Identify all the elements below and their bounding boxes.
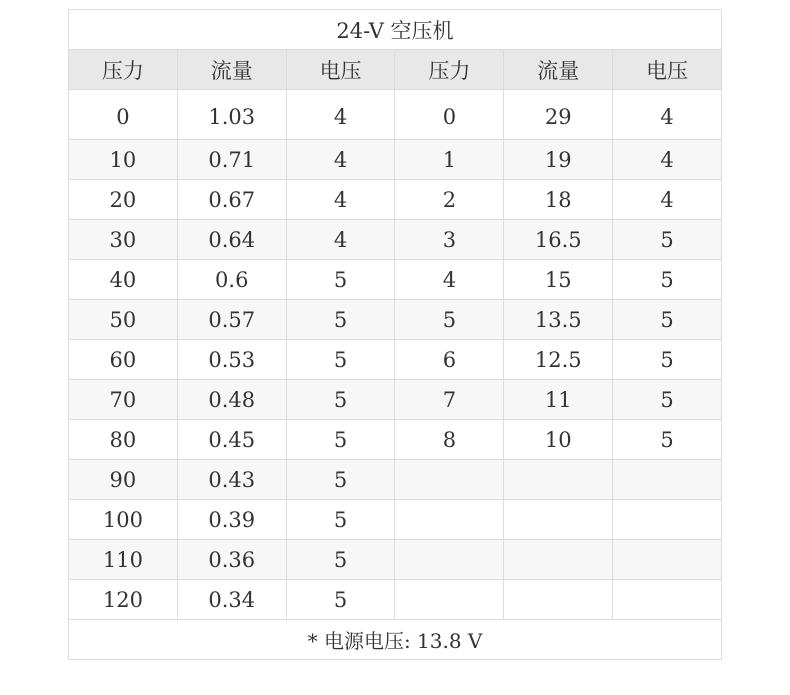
table-cell: 80 — [69, 420, 178, 460]
table-cell — [395, 500, 504, 540]
table-cell: 0.6 — [177, 260, 286, 300]
table-cell: 110 — [69, 540, 178, 580]
table-cell: 18 — [504, 180, 613, 220]
table-cell: 5 — [286, 260, 395, 300]
table-cell: 5 — [286, 340, 395, 380]
table-cell: 19 — [504, 140, 613, 180]
table-cell: 29 — [504, 90, 613, 140]
table-cell: 20 — [69, 180, 178, 220]
table-cell: 4 — [286, 220, 395, 260]
table-title-row — [69, 10, 722, 50]
table-cell: 10 — [504, 420, 613, 460]
table-cell: 0.39 — [177, 500, 286, 540]
table-cell: 8 — [395, 420, 504, 460]
table-row — [69, 90, 722, 140]
table-cell: 2 — [395, 180, 504, 220]
table-row — [69, 460, 722, 500]
table-cell: 5 — [286, 380, 395, 420]
header-pressure-1: 压力 — [69, 50, 178, 90]
table-row — [69, 140, 722, 180]
table-cell — [504, 580, 613, 620]
table-row — [69, 220, 722, 260]
table-cell: 4 — [613, 180, 722, 220]
table-cell: 60 — [69, 340, 178, 380]
table-cell: 5 — [286, 460, 395, 500]
header-flow-2: 流量 — [504, 50, 613, 90]
table-row — [69, 580, 722, 620]
table-cell — [613, 500, 722, 540]
table-cell: 120 — [69, 580, 178, 620]
table-cell — [504, 540, 613, 580]
header-voltage-1: 电压 — [286, 50, 395, 90]
table-cell: 0.67 — [177, 180, 286, 220]
table-cell: 12.5 — [504, 340, 613, 380]
table-cell: 5 — [613, 260, 722, 300]
data-table-container — [68, 9, 722, 660]
table-cell: 70 — [69, 380, 178, 420]
table-cell: 1 — [395, 140, 504, 180]
table-cell: 0.36 — [177, 540, 286, 580]
header-pressure-2: 压力 — [395, 50, 504, 90]
table-cell — [395, 580, 504, 620]
table-cell: 13.5 — [504, 300, 613, 340]
header-voltage-2: 电压 — [613, 50, 722, 90]
table-cell: 0 — [395, 90, 504, 140]
table-cell: 16.5 — [504, 220, 613, 260]
table-cell: 4 — [286, 180, 395, 220]
table-cell: 4 — [613, 140, 722, 180]
table-cell: 0.43 — [177, 460, 286, 500]
table-cell: 5 — [613, 380, 722, 420]
table-title: 24-V 空压机 — [69, 10, 722, 50]
table-row — [69, 420, 722, 460]
table-cell: 5 — [286, 540, 395, 580]
table-row — [69, 500, 722, 540]
table-row — [69, 260, 722, 300]
table-cell: 0.34 — [177, 580, 286, 620]
table-row — [69, 540, 722, 580]
table-cell: 5 — [613, 220, 722, 260]
table-cell — [395, 460, 504, 500]
table-cell: 5 — [395, 300, 504, 340]
table-cell: 4 — [286, 90, 395, 140]
table-cell: 30 — [69, 220, 178, 260]
table-cell: 90 — [69, 460, 178, 500]
table-cell: 15 — [504, 260, 613, 300]
table-cell: 5 — [613, 340, 722, 380]
table-cell: 0.64 — [177, 220, 286, 260]
table-row — [69, 380, 722, 420]
table-row — [69, 340, 722, 380]
supply-voltage-note: * 电源电压: 13.8 V — [69, 620, 722, 660]
table-cell: 100 — [69, 500, 178, 540]
table-cell — [613, 540, 722, 580]
table-cell: 0.48 — [177, 380, 286, 420]
table-cell: 3 — [395, 220, 504, 260]
table-cell — [613, 460, 722, 500]
table-cell: 40 — [69, 260, 178, 300]
table-cell: 4 — [395, 260, 504, 300]
compressor-data-table — [68, 9, 722, 660]
table-cell — [395, 540, 504, 580]
table-cell: 5 — [613, 420, 722, 460]
table-cell: 4 — [286, 140, 395, 180]
table-cell — [504, 460, 613, 500]
table-cell: 5 — [613, 300, 722, 340]
table-cell: 5 — [286, 500, 395, 540]
table-cell: 11 — [504, 380, 613, 420]
table-cell — [504, 500, 613, 540]
table-cell: 5 — [286, 300, 395, 340]
table-cell: 0.53 — [177, 340, 286, 380]
table-cell: 0.57 — [177, 300, 286, 340]
table-cell: 5 — [286, 580, 395, 620]
table-cell: 0 — [69, 90, 178, 140]
table-cell: 0.71 — [177, 140, 286, 180]
table-cell: 0.45 — [177, 420, 286, 460]
table-row — [69, 300, 722, 340]
table-cell: 6 — [395, 340, 504, 380]
table-cell: 50 — [69, 300, 178, 340]
table-cell: 4 — [613, 90, 722, 140]
table-cell: 10 — [69, 140, 178, 180]
header-flow-1: 流量 — [177, 50, 286, 90]
table-row — [69, 180, 722, 220]
table-body — [69, 90, 722, 620]
table-cell: 5 — [286, 420, 395, 460]
table-cell: 7 — [395, 380, 504, 420]
table-cell: 1.03 — [177, 90, 286, 140]
table-header-row — [69, 50, 722, 90]
table-cell — [613, 580, 722, 620]
table-note-row — [69, 620, 722, 660]
